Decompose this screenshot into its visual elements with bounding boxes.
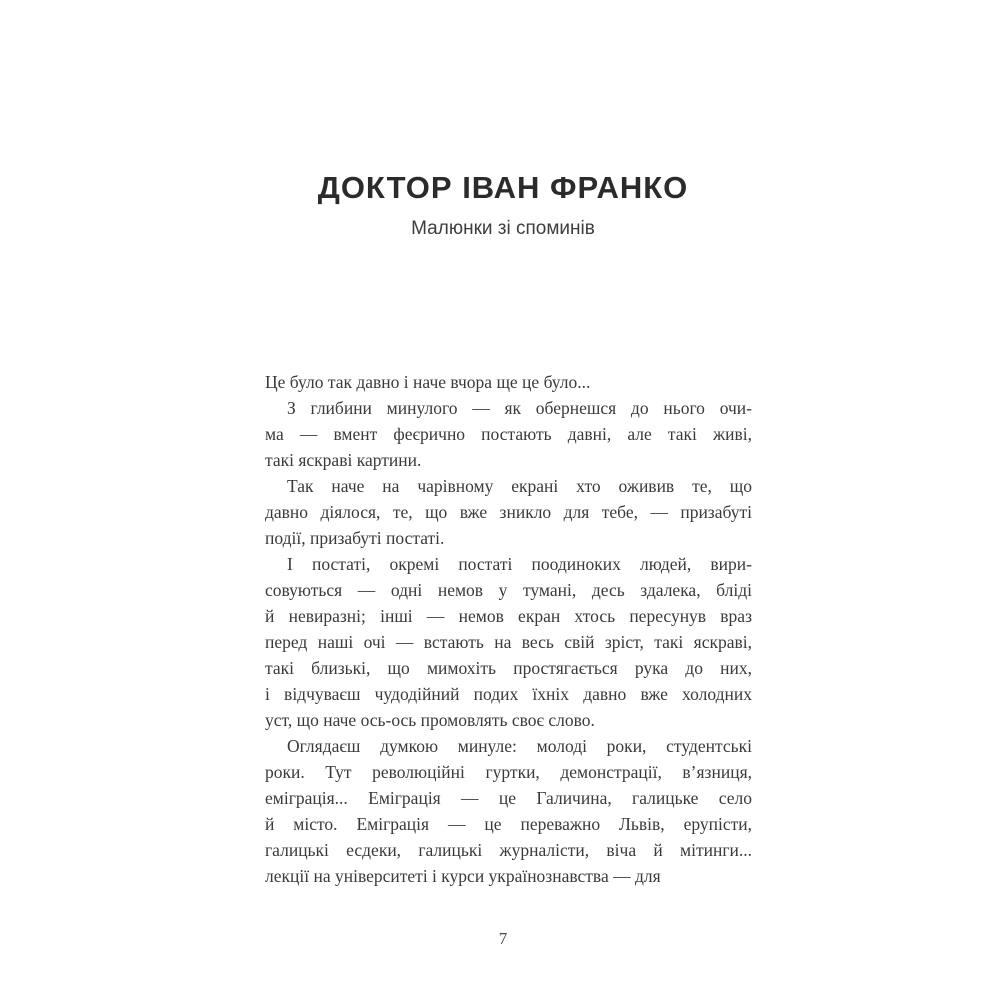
page-footer: [258, 929, 748, 949]
chapter-subtitle: Малюнки зі споминів: [411, 218, 595, 239]
text-line: події, призабуті постаті.: [265, 528, 445, 548]
text-line: Так наче на чарівному екрані хто оживив те, що: [287, 476, 752, 496]
text-line: лекції на університеті і курси українознавства — для: [265, 866, 661, 886]
text-line: перед наші очі — встають на весь свій зріст, такі яскраві,: [265, 632, 752, 652]
text-line: такі яскраві картини.: [265, 450, 422, 470]
chapter-title: ДОКТОР ІВАН ФРАНКО: [317, 170, 689, 205]
paragraph: [265, 551, 752, 733]
paragraph: [265, 369, 752, 395]
paragraph: [265, 395, 752, 473]
text-line: совуються — одні немов у тумані, десь здалека, бліді: [265, 580, 752, 600]
text-line: давно діялося, те, що вже зникло для тебе, — призабуті: [265, 502, 752, 522]
page-number: 7: [498, 929, 508, 948]
text-line: й невиразні; інші — немов екран хтось пересунув враз: [265, 606, 752, 626]
text-line: Це було так давно і наче вчора ще це було...: [265, 372, 591, 392]
text-line: роки. Тут революційні гуртки, демонстрації, в’язниця,: [265, 762, 752, 782]
body-text: [265, 369, 752, 889]
text-line: еміграція... Еміграція — це Галичина, галицьке село: [265, 788, 752, 808]
text-line: галицькі есдеки, галицькі журналісти, віча й мітинги...: [265, 840, 752, 860]
text-line: і відчуваєш чудодійний подих їхніх давно вже холодних: [265, 684, 752, 704]
text-line: І постаті, окремі постаті поодиноких людей, вири-: [287, 554, 752, 574]
chapter-header: [258, 170, 748, 240]
text-line: З глибини минулого — як обернешся до нього очи-: [287, 398, 752, 418]
text-line: такі близькі, що мимохіть простягається рука до них,: [265, 658, 752, 678]
paragraph: [265, 473, 752, 551]
paragraph: [265, 733, 752, 889]
text-line: й місто. Еміграція — це переважно Львів, ерупісти,: [265, 814, 752, 834]
text-line: уст, що наче ось-ось промовлять своє слово.: [265, 710, 595, 730]
text-line: ма — вмент феєрично постають давні, але такі живі,: [265, 424, 752, 444]
text-line: Оглядаєш думкою минуле: молоді роки, студентські: [287, 736, 752, 756]
